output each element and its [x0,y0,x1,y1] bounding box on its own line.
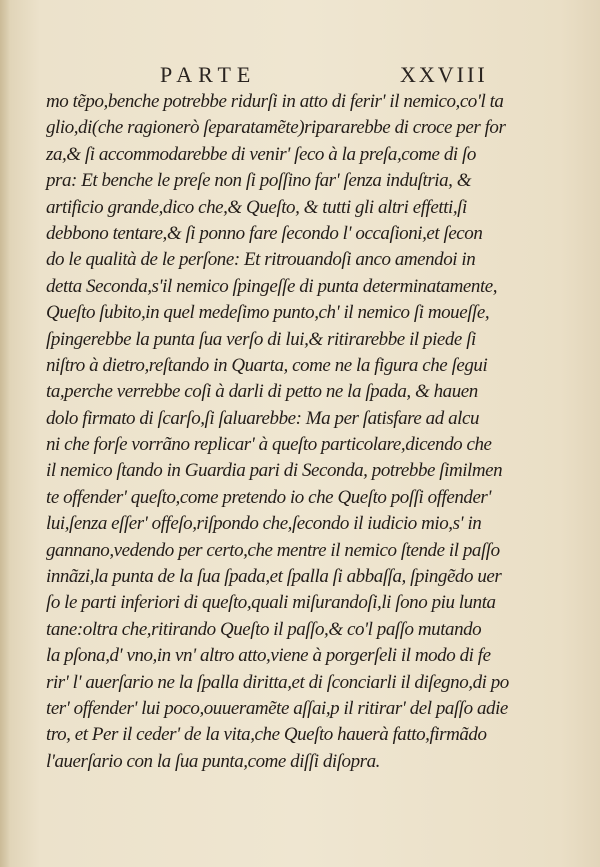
text-line: la pſona,d' vno,in vn' altro atto,viene à porgerſeli il modo di fe [46,645,491,667]
running-head-number: XXVIII [400,62,488,87]
text-line: tro, et Per il ceder' de la vita,che Queſto hauerà fatto,firmãdo [46,724,487,746]
text-line: ni che forſe vorrãno replicar' à queſto particolare,dicendo che [46,434,492,456]
text-line: rir' l' auerſario ne la ſpalla diritta,et di ſconciarli il diſegno,di po [46,671,509,693]
text-line: detta Seconda,s'il nemico ſpingeſſe di punta determinatamente, [46,275,498,297]
running-head [0,62,600,88]
text-line: niſtro à dietro,reſtando in Quarta, come ne la figura che ſegui [46,354,488,376]
text-line: te offender' queſto,come pretendo io che Queſto poſſi offender' [46,486,491,508]
text-line: ter' offender' lui poco,ouueramẽte aſſai,p il ritirar' del paſſo adie [46,697,508,719]
text-line: za,& ſi accommodarebbe di venir' ſeco à la preſa,come di ſo [46,143,476,165]
text-line: ta,perche verrebbe coſi à darli di petto ne la ſpada, & hauen [46,381,478,403]
text-line: artificio grande,dico che,& Queſto, & tutti gli altri effetti,ſi [46,196,467,218]
text-line: innãzi,la punta de la ſua ſpada,et ſpalla ſi abbaſſa, ſpingẽdo uer [46,566,502,588]
running-head-part: PARTE [160,62,257,87]
text-line: ſo le parti inferiori di queſto,quali miſurandoſi,li ſono piu lunta [46,592,496,614]
text-line: do le qualità de le perſone: Et ritrouandoſi anco amendoi in [46,249,476,271]
text-line: lui,ſenza eſſer' offeſo,riſpondo che,ſecondo il iudicio mio,s' in [46,513,482,535]
text-line: pra: Et benche le preſe non ſi poſſino far' ſenza induſtria, & [46,170,472,192]
text-line: gannano,vedendo per certo,che mentre il nemico ſtende il paſſo [46,539,500,561]
text-line: ſpingerebbe la punta ſua verſo di lui,& ritirarebbe il piede ſi [46,328,476,350]
text-line: tane:oltra che,ritirando Queſto il paſſo,& co'l paſſo mutando [46,618,482,640]
text-line: mo tẽpo,benche potrebbe ridurſi in atto di ferir' il nemico,co'l ta [46,91,504,112]
text-line: glio,di(che ragionerò ſeparatamẽte)ripararebbe di croce per for [46,117,506,139]
text-line: Queſto ſubito,in quel medeſimo punto,ch' il nemico ſi moueſſe, [46,302,490,324]
text-line: l'auerſario con la ſua punta,come diſſi diſopra. [46,750,380,772]
page-gutter-shadow [0,0,10,867]
body-text [46,89,566,775]
text-line: debbono tentare,& ſi ponno fare ſecondo l' occaſioni,et ſecon [46,222,483,244]
text-line: dolo firmato di ſcarſo,ſi ſaluarebbe: Ma per ſatisfare ad alcu [46,407,479,429]
text-line: il nemico ſtando in Guardia pari di Seconda, potrebbe ſimilmen [46,460,503,482]
